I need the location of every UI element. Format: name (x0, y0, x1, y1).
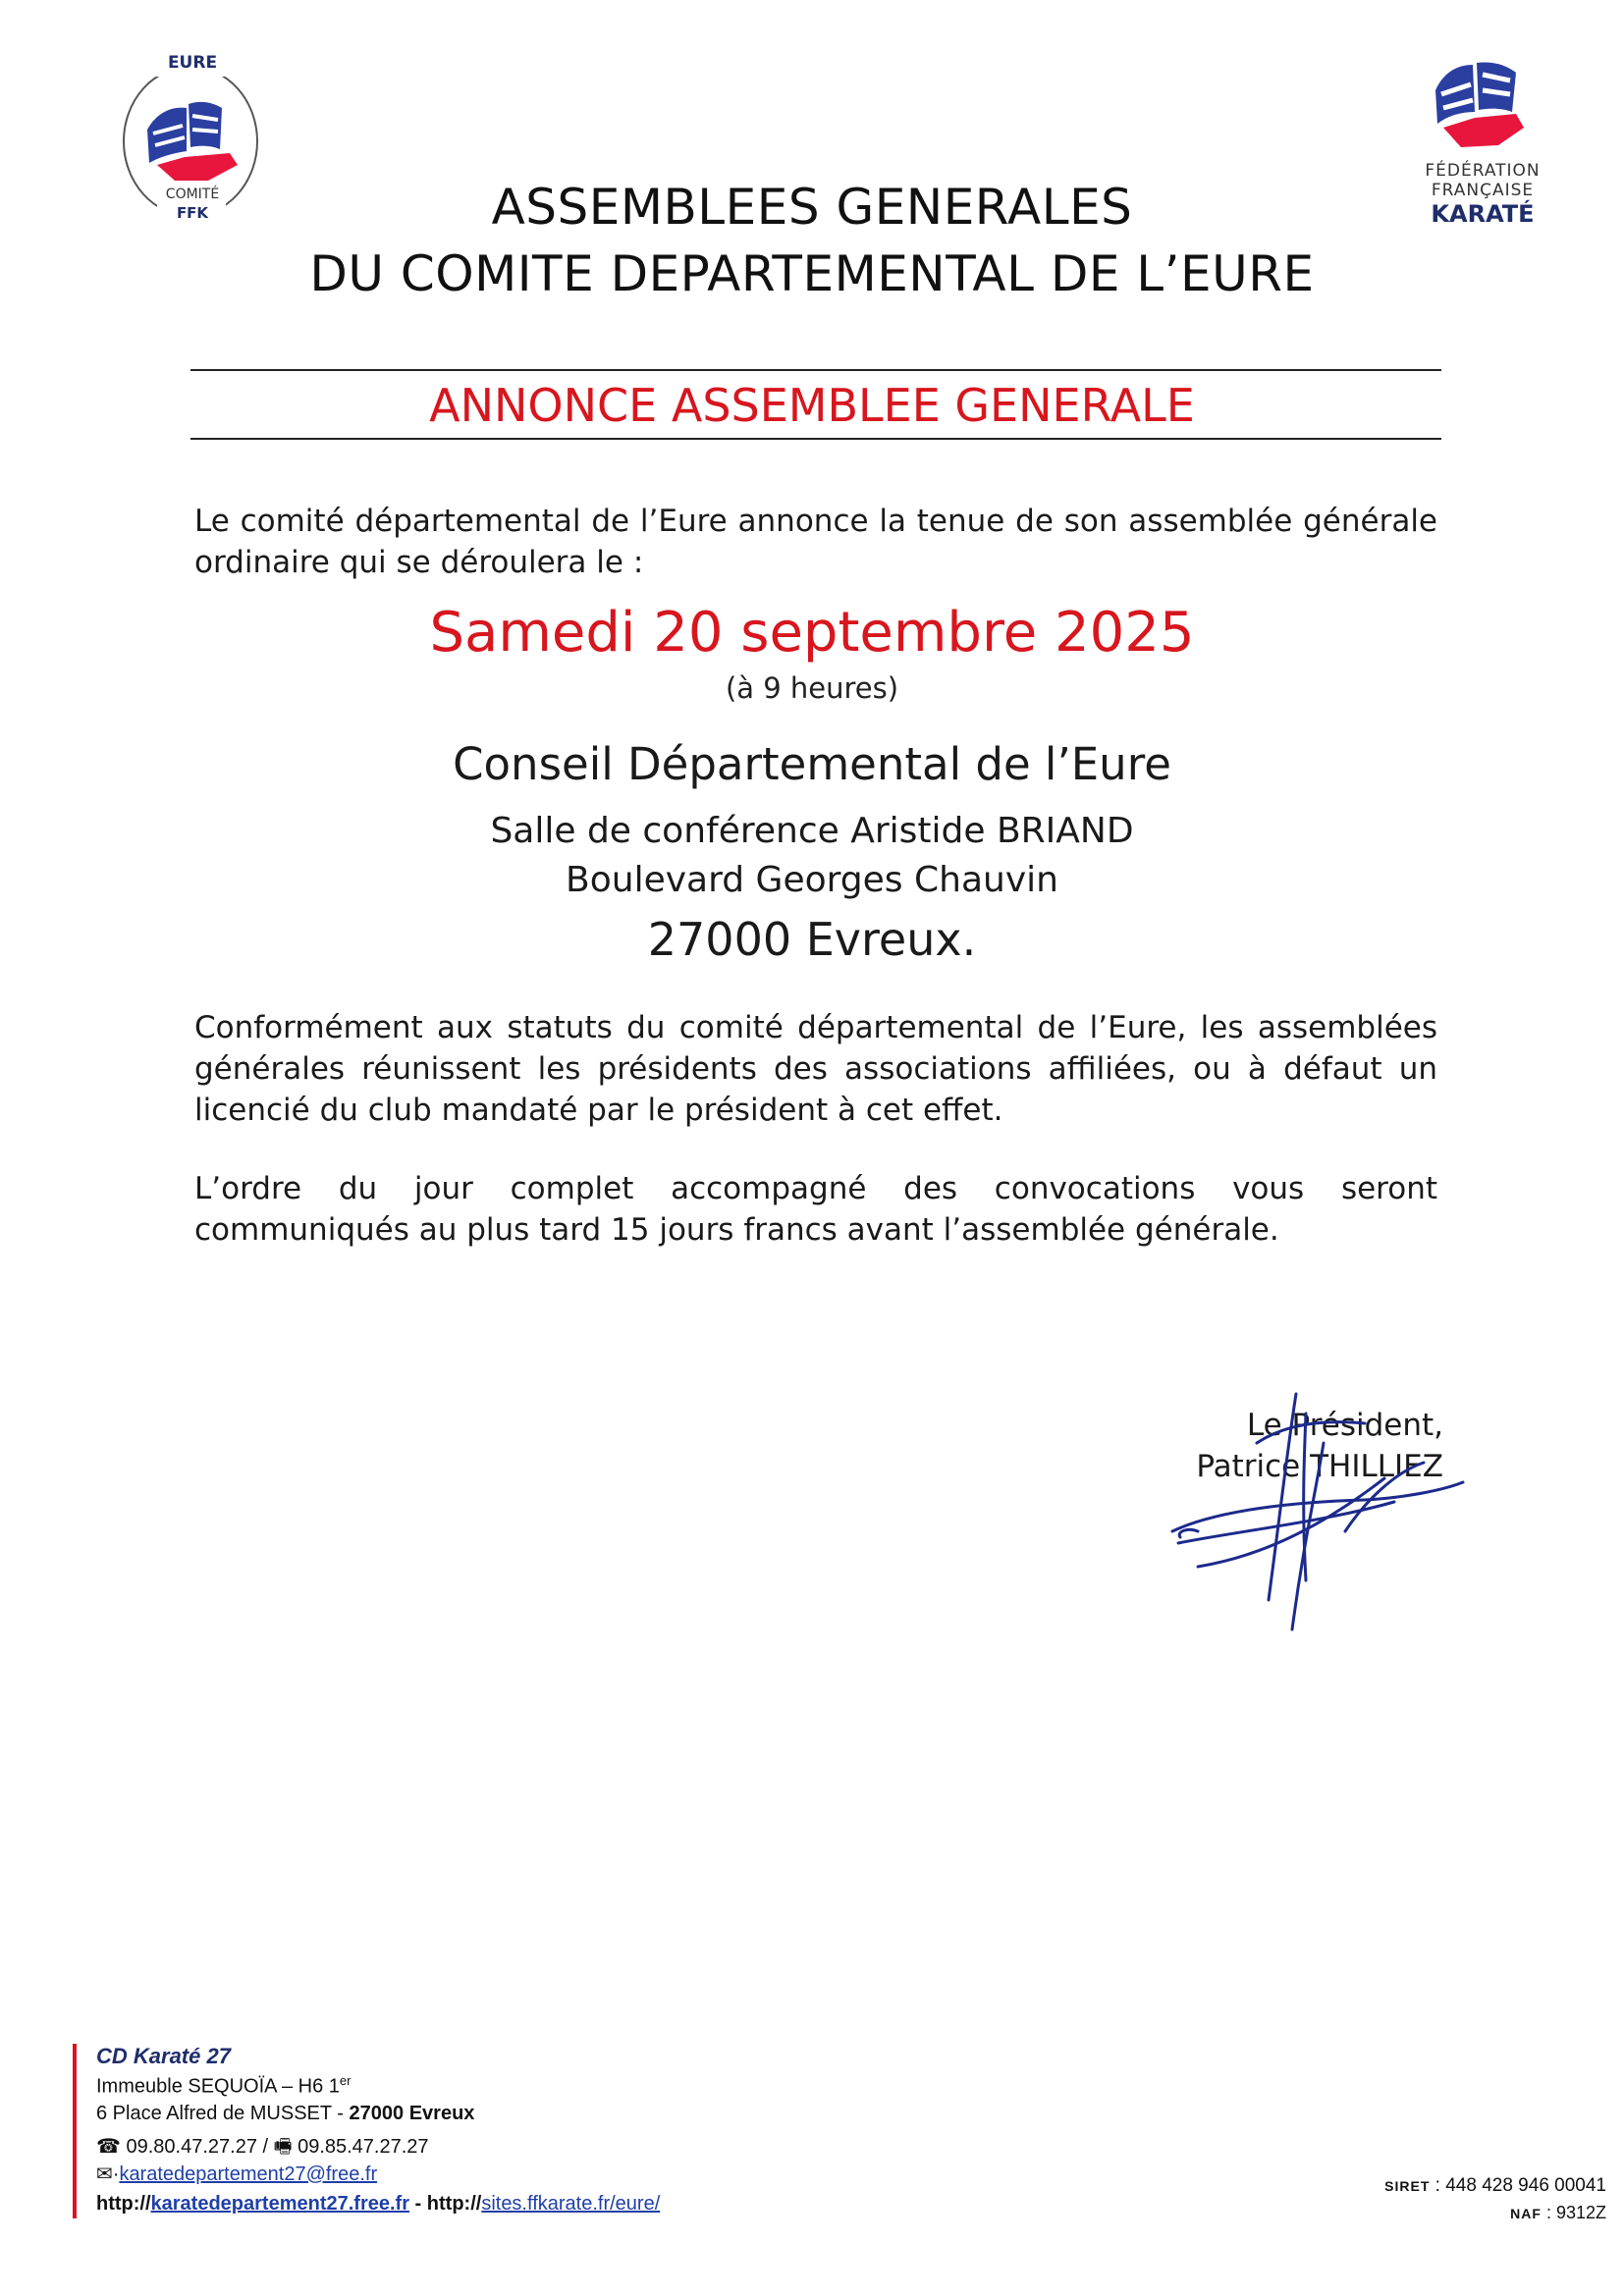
footer-siret (1237, 2175, 1606, 2197)
divider-bottom (190, 438, 1441, 440)
footer-web-separator: - (409, 2193, 427, 2215)
footer-phone-separator: / (256, 2136, 274, 2158)
divider-top (190, 369, 1441, 371)
logo-francaise-text: FRANÇAISE (1431, 181, 1535, 200)
event-venue: Conseil Départemental de l’Eure (453, 738, 1171, 790)
footer-address-city: 27000 Evreux (349, 2103, 475, 2124)
footer-building (96, 2073, 351, 2099)
footer-web-prefix-2: http:// (426, 2193, 482, 2215)
page-title-line-2: DU COMITE DEPARTEMENTAL DE L’EURE (309, 245, 1315, 302)
logo-eure-text: EURE (167, 53, 218, 73)
footer-building-text: Immeuble SEQUOÏA – H6 1 (96, 2075, 340, 2098)
logo-comite-text: COMITÉ (165, 187, 220, 202)
siret-label: SIRET (1384, 2178, 1431, 2194)
footer-address-street: 6 Place Alfred de MUSSET - (96, 2103, 350, 2124)
naf-value: : 9312Z (1541, 2203, 1606, 2222)
naf-label: NAF (1510, 2206, 1542, 2221)
footer-email-line: ✉·karatedepartement27@free.fr (96, 2163, 378, 2185)
signatory-role: Le Président, (1246, 1408, 1443, 1443)
phone-icon: ☎ (96, 2136, 121, 2158)
event-street: Boulevard Georges Chauvin (566, 860, 1058, 900)
signatory-name: Patrice THILLIEZ (1196, 1449, 1443, 1484)
footer-naf (1237, 2203, 1606, 2223)
footer-phone-line (96, 2132, 429, 2165)
siret-value: : 448 428 946 00041 (1430, 2175, 1606, 2196)
footer-address (96, 2103, 474, 2125)
footer-website-link[interactable]: karatedepartement27.free.fr (150, 2193, 409, 2215)
footer-accent-bar (73, 2044, 77, 2218)
event-city: 27000 Evreux. (647, 913, 977, 966)
footer-email-link[interactable]: karatedepartement27@free.fr (119, 2163, 378, 2185)
event-room: Salle de conférence Aristide BRIAND (490, 811, 1134, 851)
event-date: Samedi 20 septembre 2025 (429, 601, 1195, 665)
logo-karate-text: KARATÉ (1431, 200, 1535, 228)
footer-ffk-site-link[interactable]: sites.ffkarate.fr/eure/ (481, 2193, 661, 2215)
footer-phone: 09.80.47.27.27 (126, 2136, 257, 2158)
page-title-line-1: ASSEMBLEES GENERALES (491, 179, 1133, 236)
footer-web-line (96, 2193, 660, 2216)
footer-fax: 09.85.47.27.27 (298, 2136, 429, 2158)
mail-icon: ✉ (96, 2163, 113, 2185)
logo-federation-text: FÉDÉRATION (1425, 161, 1541, 181)
intro-paragraph: Le comité départemental de l’Eure annonce la tenue de son assemblée générale ordinaire qui se déroulera le : (194, 504, 1437, 580)
logo-ffk-text: FFK (176, 204, 209, 222)
footer-building-sup: er (339, 2073, 352, 2088)
fax-icon: 🖷 (273, 2136, 293, 2158)
announcement-heading: ANNONCE ASSEMBLEE GENERALE (429, 379, 1195, 432)
footer-web-prefix-1: http:// (96, 2193, 151, 2215)
footer-org-name: CD Karaté 27 (96, 2044, 231, 2068)
statutes-paragraph: Conformément aux statuts du comité départemental de l’Eure, les assemblées générales réunissent les présidents des associations affiliées, ou à défaut un licencié du club mandaté par le président à cet effet. (194, 1010, 1437, 1128)
event-time: (à 9 heures) (725, 671, 899, 705)
handwritten-signature (1159, 1384, 1473, 1639)
agenda-paragraph: L’ordre du jour complet accompagné des convocations vous seront communiqués au plus tard 15 jours francs avant l’assemblée générale. (194, 1171, 1437, 1248)
